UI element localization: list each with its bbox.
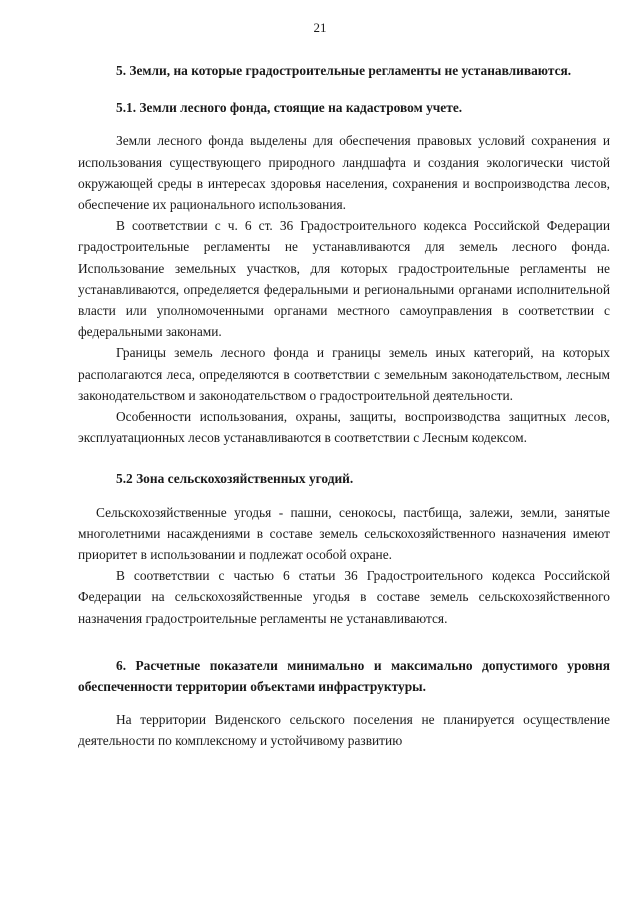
section-5-1-paragraph: В соответствии с ч. 6 ст. 36 Градостроительного кодекса Российской Федерации градостроительные регламенты не устанавливаются для земель лесного фонда. Использование земельных участков, для которых градостроительные регламенты не устанавливаются, определяется федеральными и региональными органами исполнительной власти или уполномоченными органами местного самоуправления в соответствии с федеральными законами. bbox=[78, 218, 610, 340]
section-5-heading: 5. Земли, на которые градостроительные регламенты не устанавливаются. bbox=[116, 63, 572, 78]
page-number: 21 bbox=[313, 20, 327, 35]
section-5-1-heading: 5.1. Земли лесного фонда, стоящие на кадастровом учете. bbox=[116, 100, 463, 116]
document-body bbox=[78, 60, 610, 752]
section-5-1-paragraph: Границы земель лесного фонда и границы земель иных категорий, на которых располагаются леса, определяются в соответствии с земельным законодательством, лесным законодательством и законодательством о градостроительной деятельности. bbox=[78, 345, 610, 403]
section-5-2-paragraph: В соответствии с частью 6 статьи 36 Градостроительного кодекса Российской Федерации на сельскохозяйственные угодья в составе земель сельскохозяйственного назначения градостроительные регламенты не устанавливаются. bbox=[78, 568, 610, 626]
section-5-1-paragraph: Особенности использования, охраны, защиты, воспроизводства защитных лесов, эксплуатационных лесов устанавливаются в соответствии с Лесным кодексом. bbox=[78, 409, 610, 446]
section-5-2-paragraph: Сельскохозяйственные угодья - пашни, сенокосы, пастбища, залежи, земли, занятые многолетними насаждениями в составе земель сельскохозяйственного назначения имеют приоритет в использовании и подлежат особой охране. bbox=[78, 504, 610, 563]
section-6-paragraph: На территории Виденского сельского поселения не планируется осуществление деятельности по комплексному и устойчивому развитию bbox=[78, 712, 610, 749]
section-6-heading: 6. Расчетные показатели минимально и максимально допустимого уровня обеспеченности территории объектами инфраструктуры. bbox=[78, 657, 610, 695]
section-5-2-heading: 5.2 Зона сельскохозяйственных угодий. bbox=[116, 471, 354, 487]
section-5-1-paragraph: Земли лесного фонда выделены для обеспечения правовых условий сохранения и использования существующего природного ландшафта и создания экологически чистой окружающей среды в интересах здоровья населения, сохранения и воспроизводства лесов, обеспечение их рационального использования. bbox=[78, 133, 610, 213]
